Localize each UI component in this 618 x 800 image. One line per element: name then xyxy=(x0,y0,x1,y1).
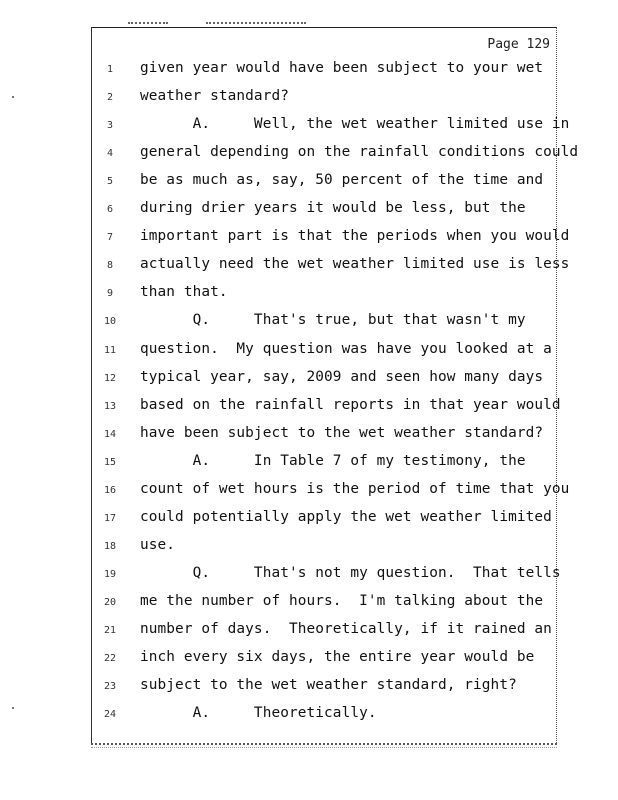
line-text: use. xyxy=(140,536,176,553)
line-number: 11 xyxy=(103,344,117,356)
line-number: 13 xyxy=(103,400,117,412)
line-text: subject to the wet weather standard, right? xyxy=(140,677,517,694)
transcript-line xyxy=(0,422,618,450)
transcript-line xyxy=(0,590,618,618)
transcript-line xyxy=(0,309,618,337)
line-text: count of wet hours is the period of time that you xyxy=(140,480,570,497)
line-text: could potentially apply the wet weather limited xyxy=(140,508,552,525)
line-text: based on the rainfall reports in that year would xyxy=(140,396,561,413)
line-text: given year would have been subject to your wet xyxy=(140,60,544,76)
page-frame-bottom xyxy=(91,743,557,745)
line-text: actually need the wet weather limited use is less xyxy=(140,256,570,273)
transcript-line xyxy=(0,366,618,394)
line-number: 22 xyxy=(103,653,117,665)
page-frame-bottom-shadow xyxy=(91,747,557,748)
line-text: A. In Table 7 of my testimony, the xyxy=(140,452,526,469)
line-number: 24 xyxy=(103,709,117,721)
line-text: weather standard? xyxy=(140,88,289,105)
line-text: number of days. Theoretically, if it rained an xyxy=(140,621,552,637)
transcript-line xyxy=(0,450,618,478)
line-number: 3 xyxy=(106,120,114,132)
line-number: 7 xyxy=(106,232,114,244)
line-number: 14 xyxy=(103,428,117,440)
line-number: 21 xyxy=(103,625,117,636)
transcript-line xyxy=(0,562,618,590)
line-text: me the number of hours. I'm talking about the xyxy=(140,592,544,609)
line-number: 12 xyxy=(103,372,117,384)
line-text: Q. That's not my question. That tells xyxy=(140,564,561,581)
line-text: during drier years it would be less, but the xyxy=(140,200,526,217)
transcript-line xyxy=(0,85,618,113)
line-number: 1 xyxy=(106,64,114,75)
line-number: 8 xyxy=(106,260,114,272)
line-number: 17 xyxy=(103,512,117,524)
transcript-line xyxy=(0,281,618,309)
line-number: 20 xyxy=(103,596,117,608)
line-number: 15 xyxy=(103,456,117,468)
line-text: than that. xyxy=(140,284,228,301)
line-number: 6 xyxy=(106,204,114,216)
transcript-line xyxy=(0,225,618,253)
line-text: have been subject to the wet weather standard? xyxy=(140,424,544,441)
line-text: A. Theoretically. xyxy=(140,705,377,722)
line-text: inch every six days, the entire year would be xyxy=(140,649,535,666)
line-text: Q. That's true, but that wasn't my xyxy=(140,312,526,329)
line-number: 23 xyxy=(103,681,117,693)
line-text: A. Well, the wet weather limited use in xyxy=(140,116,570,133)
line-number: 5 xyxy=(106,176,114,188)
transcript-line xyxy=(0,506,618,534)
transcript-line xyxy=(0,57,618,85)
transcript-line xyxy=(0,169,618,197)
transcript-line xyxy=(0,197,618,225)
transcript-line xyxy=(0,253,618,281)
transcript-line xyxy=(0,646,618,674)
top-scan-mark xyxy=(206,22,306,24)
transcript-line xyxy=(0,702,618,730)
line-number: 16 xyxy=(103,484,117,496)
transcript-line xyxy=(0,141,618,169)
line-number: 4 xyxy=(106,148,114,160)
transcript-line xyxy=(0,534,618,562)
line-number: 19 xyxy=(103,568,117,580)
line-text: question. My question was have you looked at a xyxy=(140,340,552,357)
transcript-line xyxy=(0,674,618,702)
top-scan-mark xyxy=(128,22,168,24)
transcript-line xyxy=(0,113,618,141)
line-number: 18 xyxy=(103,540,117,552)
transcript-line xyxy=(0,394,618,422)
line-text: typical year, say, 2009 and seen how many days xyxy=(140,368,544,385)
line-text: important part is that the periods when you would xyxy=(140,228,570,245)
page-number: Page 129 xyxy=(487,37,550,52)
transcript-line xyxy=(0,618,618,646)
transcript-line xyxy=(0,478,618,506)
line-text: be as much as, say, 50 percent of the time and xyxy=(140,172,544,189)
line-number: 10 xyxy=(103,316,117,328)
line-text: general depending on the rainfall conditions could xyxy=(140,144,579,161)
line-number: 2 xyxy=(106,92,114,104)
transcript-line xyxy=(0,338,618,366)
line-number: 9 xyxy=(106,288,114,300)
